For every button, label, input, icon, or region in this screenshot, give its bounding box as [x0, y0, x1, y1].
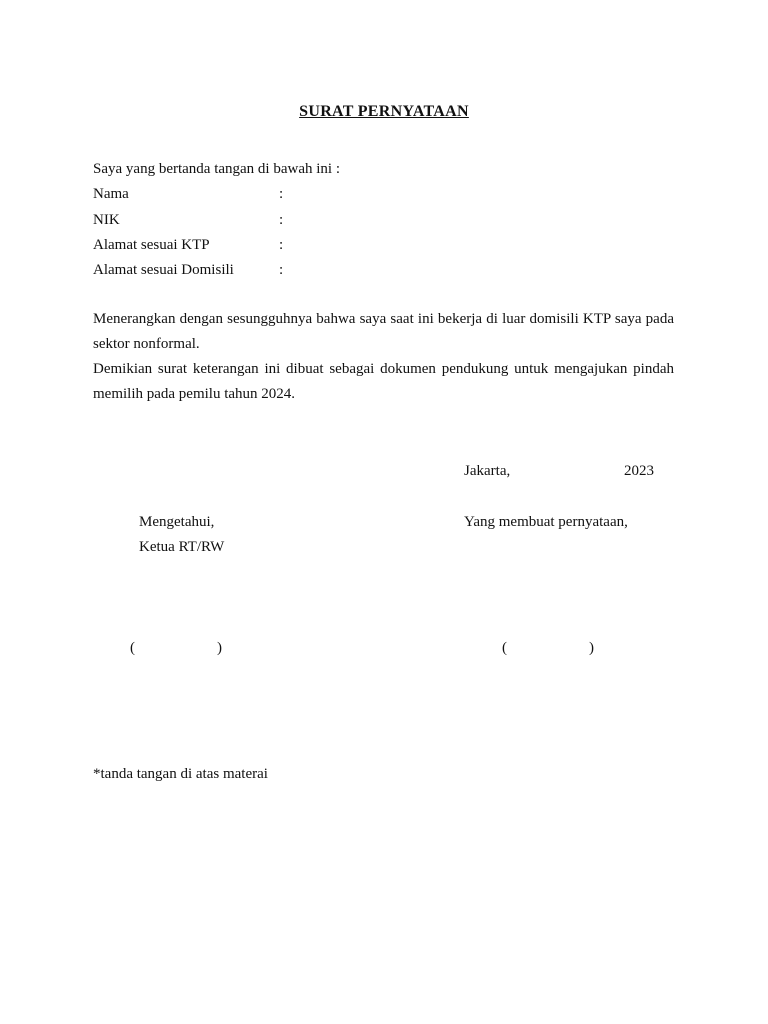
field-separator-alamat-domisili: :	[279, 262, 284, 278]
field-separator-nama: :	[279, 186, 284, 202]
field-separator-alamat-ktp: :	[279, 237, 284, 253]
field-separator-nik: :	[279, 212, 284, 228]
document-title: SURAT PERNYATAAN	[299, 103, 469, 120]
left-signer-line1: Mengetahui,	[139, 514, 215, 530]
left-signer-line2: Ketua RT/RW	[139, 539, 225, 555]
left-signature-close-paren: )	[217, 640, 222, 656]
field-label-alamat-ktp: Alamat sesuai KTP	[93, 237, 210, 253]
intro-text: Saya yang bertanda tangan di bawah ini :	[93, 161, 341, 177]
left-signature-open-paren: (	[130, 640, 135, 656]
footnote-text: *tanda tangan di atas materai	[93, 766, 268, 782]
closing-paragraph: Demikian surat keterangan ini dibuat sebagai dokumen pendukung untuk mengajukan pindah memilih pada pemilu tahun 2024.	[93, 361, 674, 402]
right-signature-close-paren: )	[589, 640, 594, 656]
right-signature-open-paren: (	[502, 640, 507, 656]
field-label-nik: NIK	[93, 212, 120, 228]
field-label-alamat-domisili: Alamat sesuai Domisili	[93, 262, 234, 278]
statement-paragraph: Menerangkan dengan sesungguhnya bahwa saya saat ini bekerja di luar domisili KTP saya pada sektor nonformal.	[93, 311, 674, 352]
year-text: 2023	[624, 463, 654, 479]
field-label-nama: Nama	[93, 186, 129, 202]
right-signer-line1: Yang membuat pernyataan,	[464, 514, 628, 530]
place-text: Jakarta,	[464, 463, 511, 479]
